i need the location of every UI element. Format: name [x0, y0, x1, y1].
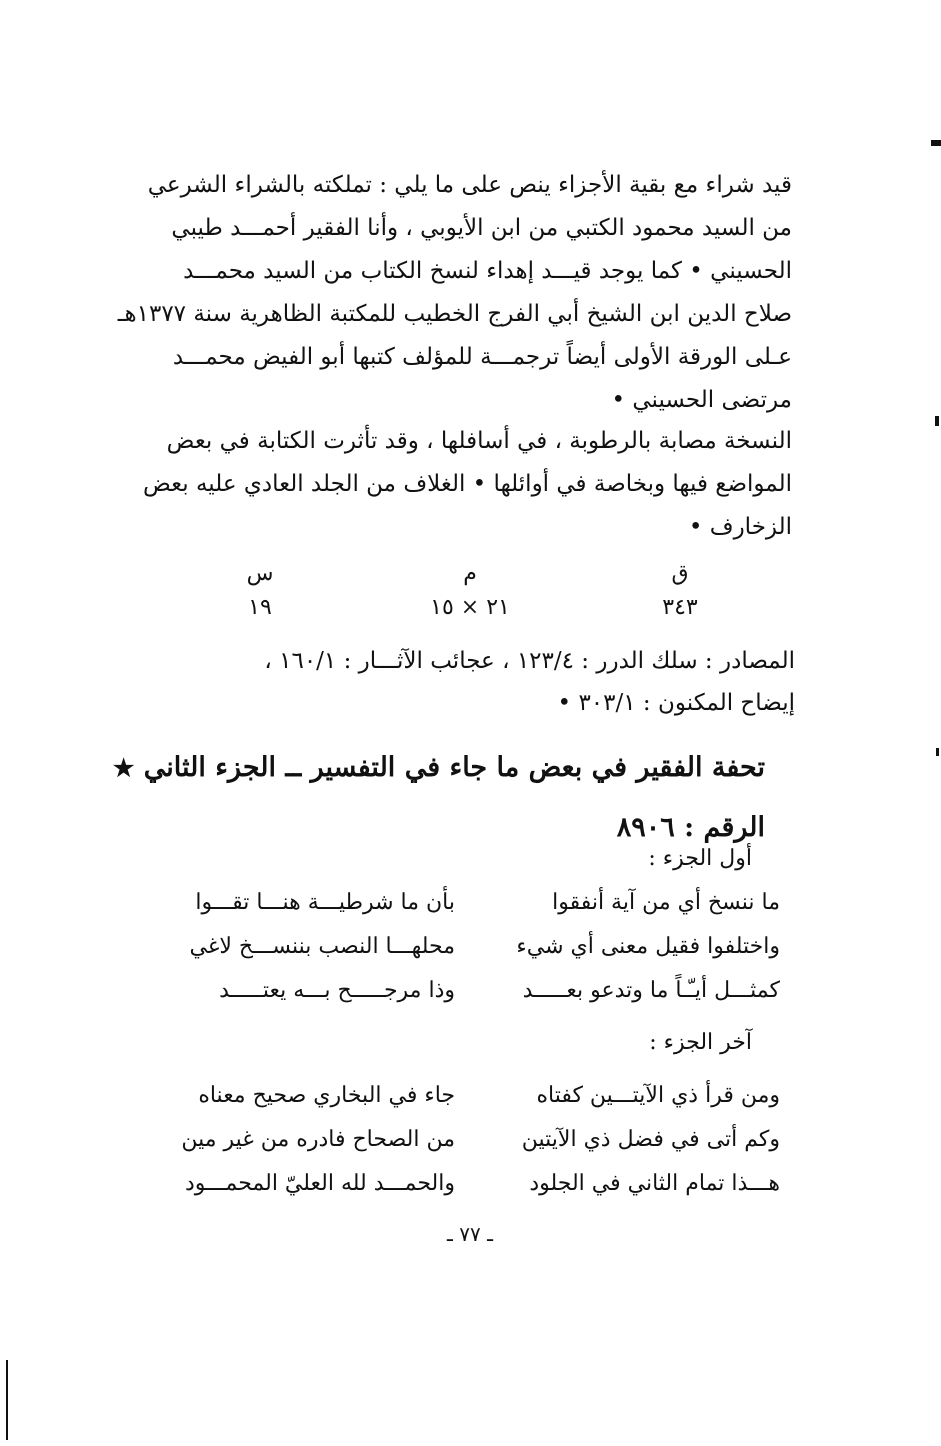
- stat-label-size: م: [463, 560, 477, 586]
- verse-first-hemistich: هـــذا تمام الثاني في الجلود: [529, 1171, 780, 1196]
- verse-line: [180, 978, 780, 1018]
- star-icon: ★: [112, 753, 135, 782]
- paragraph-line: المواضع فيها وبخاصة في أوائلها • الغلاف من الجلد العادي عليه بعض: [142, 471, 792, 497]
- verse-second-hemistich: جاء في البخاري صحيح معناه: [198, 1083, 455, 1108]
- paragraph-line: النسخة مصابة بالرطوبة ، في أسافلها ، وقد تأثرت الكتابة في بعض: [166, 428, 792, 454]
- manuscript-stats-values: [200, 590, 740, 624]
- verse-line: [180, 1171, 780, 1211]
- paragraph-line: الحسيني • كما يوجد قيـــد إهداء لنسخ الكتاب من السيد محمـــد: [183, 258, 792, 284]
- last-part-label: آخر الجزء :: [649, 1030, 752, 1055]
- verse-first-hemistich: ومن قرأ ذي الآيتـــين كفتاه: [536, 1083, 780, 1108]
- verse-first-hemistich: كمثـــل أيـّـاً ما وتدعو بعـــــد: [522, 978, 780, 1003]
- stat-label-folios: ق: [671, 560, 689, 586]
- stat-value-lines: ١٩: [248, 594, 272, 620]
- verse-second-hemistich: من الصحاح فادره من غير مين: [181, 1127, 455, 1152]
- verse-line: [180, 890, 780, 930]
- page-number: ـ ٧٧ ـ: [447, 1222, 493, 1246]
- manuscript-stats-labels: [200, 556, 740, 590]
- entry-title: [112, 742, 765, 794]
- entry-title-text: تحفة الفقير في بعض ما جاء في التفسير ــ الجزء الثاني: [143, 752, 765, 783]
- scan-edge-mark: [936, 748, 939, 756]
- verse-line: [180, 1127, 780, 1167]
- first-part-label: أول الجزء :: [648, 846, 752, 871]
- verse-first-hemistich: واختلفوا فقيل معنى أي شيء: [516, 934, 780, 959]
- stat-value-folios: ٣٤٣: [662, 594, 698, 620]
- scan-edge-mark: [935, 416, 939, 426]
- scan-edge-mark: [931, 140, 941, 146]
- paragraph-line: من السيد محمود الكتبي من ابن الأيوبي ، وأنا الفقير أحمـــد طيبي: [171, 215, 792, 241]
- paragraph-line: مرتضى الحسيني •: [611, 387, 792, 413]
- paragraph-line: صلاح الدين ابن الشيخ أبي الفرج الخطيب للمكتبة الظاهرية سنة ١٣٧٧هـ: [117, 301, 792, 327]
- acquisition-paragraph: [117, 164, 792, 422]
- sources-line: إيضاح المكنون : ٣٠٣/١ •: [557, 690, 795, 716]
- stat-value-size: ٢١ × ١٥: [430, 594, 510, 620]
- stat-label-lines: س: [246, 560, 274, 586]
- sources-line: المصادر : سلك الدرر : ١٢٣/٤ ، عجائب الآثـــار : ١٦٠/١ ،: [264, 648, 795, 674]
- paragraph-line: الزخارف •: [688, 514, 792, 540]
- condition-paragraph: [142, 420, 792, 549]
- verse-second-hemistich: والحمـــد لله العليّ المحمـــود: [184, 1171, 455, 1196]
- sources-section: [150, 640, 795, 724]
- entry-number: الرقم : ٨٩٠٦: [616, 812, 765, 843]
- paragraph-line: قيد شراء مع بقية الأجزاء ينص على ما يلي : تملكته بالشراء الشرعي: [147, 172, 792, 198]
- paragraph-line: عـلى الورقة الأولى أيضاً ترجمـــة للمؤلف كتبها أبو الفيض محمـــد: [172, 344, 792, 370]
- verse-line: [180, 1083, 780, 1123]
- verse-second-hemistich: محلهـــا النصب بننســـخ لاغي: [189, 934, 455, 959]
- scan-edge-mark: [6, 1360, 8, 1440]
- verse-second-hemistich: بأن ما شرطيـــة هنـــا تقـــوا: [195, 890, 455, 915]
- verse-first-hemistich: ما ننسخ أي من آية أنفقوا: [552, 890, 780, 915]
- verse-second-hemistich: وذا مرجـــــح بـــه يعتـــــد: [219, 978, 455, 1003]
- verse-line: [180, 934, 780, 974]
- verse-first-hemistich: وكم أتى في فضل ذي الآيتين: [521, 1127, 780, 1152]
